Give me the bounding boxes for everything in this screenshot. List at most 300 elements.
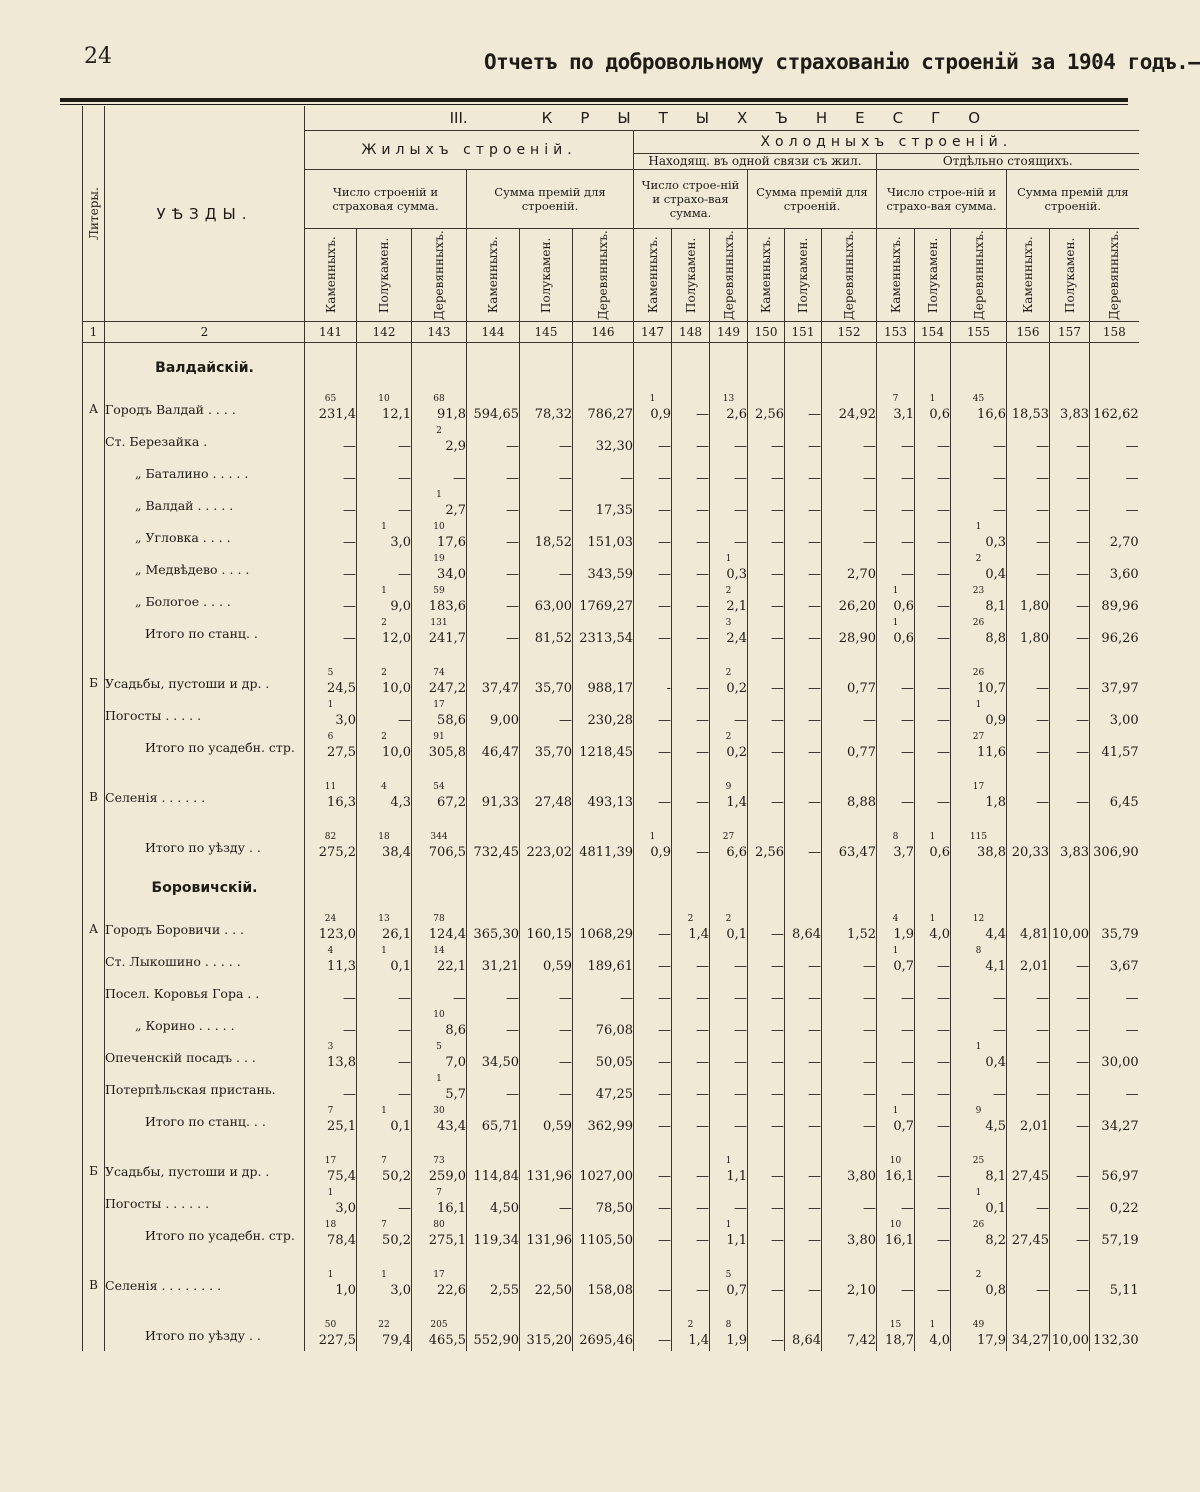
amount: — [771,1118,784,1134]
spacer-cell [915,1301,951,1319]
amount: — [343,438,356,454]
spacer-cell [672,1137,710,1155]
building-count: 18 [378,832,390,842]
spacer-cell [83,1301,105,1319]
value-cell [357,945,412,977]
building-count: 1 [381,946,387,956]
value-cell [357,617,412,649]
building-count: 24 [324,914,337,924]
material-header [412,229,467,322]
litera-cell: А [83,913,105,945]
amount: 706,5 [428,844,466,860]
spacer-cell [412,763,467,781]
spacer-cell [1007,649,1050,667]
spacer-cell [877,1251,915,1269]
value-cell [785,1219,822,1251]
table-row [83,425,1139,457]
spacer-cell [877,649,915,667]
value-cell [748,617,785,649]
amount: 5,7 [445,1086,466,1102]
spacer-cell [634,1137,672,1155]
value-cell [520,489,573,521]
value-cell [467,1269,520,1301]
amount: 6,6 [726,844,747,860]
value-cell [634,913,672,945]
material-header [877,229,915,322]
building-count: 344 [430,832,448,842]
amount: 0,4 [985,566,1006,582]
amount: 131,96 [526,1232,572,1248]
amount: 119,34 [473,1232,519,1248]
amount: — [901,680,914,696]
value-cell [710,553,748,585]
value-cell [357,667,412,699]
value-cell [1007,489,1050,521]
amount: — [696,438,709,454]
amount: — [734,990,747,1006]
value-cell [357,1155,412,1187]
value-cell [877,1073,915,1105]
material-header [785,229,822,322]
value-cell [412,913,467,945]
spacer-cell [520,649,573,667]
spacer-cell [305,813,357,831]
value-cell [412,1219,467,1251]
value-cell [573,489,634,521]
value-cell [1090,617,1139,649]
amount: — [696,712,709,728]
building-count: 5 [436,1042,442,1052]
value-cell [785,457,822,489]
value-cell [1050,667,1090,699]
spacer-cell [105,813,305,831]
amount: — [658,598,671,614]
amount: 9,0 [390,598,411,614]
amount: — [734,1086,747,1102]
empty-cell [785,343,822,394]
value-cell [672,521,710,553]
value-cell [520,1319,573,1351]
value-cell [305,1155,357,1187]
amount: — [453,470,466,486]
amount: — [1076,598,1089,614]
value-cell [1050,1319,1090,1351]
spacer-cell [357,763,412,781]
amount: 7,0 [445,1054,466,1070]
amount: — [398,1022,411,1038]
value-cell [877,1155,915,1187]
empty-cell [672,863,710,913]
value-cell [467,585,520,617]
amount: — [398,1086,411,1102]
amount: — [771,1086,784,1102]
amount: — [771,534,784,550]
section-letter: Е [855,109,865,127]
amount: 47,25 [595,1086,633,1102]
spacer-cell [1090,763,1139,781]
amount: — [658,958,671,974]
amount: 223,02 [526,844,572,860]
litera-cell [83,1073,105,1105]
value-cell [412,585,467,617]
section-letter: Ы [695,109,710,127]
value-cell [1050,393,1090,425]
value-cell [412,781,467,813]
amount: 0,1 [390,1118,411,1134]
value-cell [672,945,710,977]
amount: — [808,1118,821,1134]
value-cell [1050,913,1090,945]
amount: — [1076,630,1089,646]
column-number: 154 [915,322,951,343]
amount: 275,2 [318,844,356,860]
spacer-cell [748,649,785,667]
amount: 3,60 [1109,566,1139,582]
value-cell [877,1219,915,1251]
value-cell [748,913,785,945]
amount: — [696,502,709,518]
column-number: 141 [305,322,357,343]
spacer-cell [1007,813,1050,831]
value-cell [520,831,573,863]
value-cell [710,457,748,489]
amount: — [343,630,356,646]
row-label: Итого по станц. . . [105,1105,305,1137]
value-cell [412,945,467,977]
amount: 3,0 [390,534,411,550]
table-row [83,617,1139,649]
value-cell [785,553,822,585]
amount: — [1125,470,1139,486]
amount: 16,3 [327,794,356,810]
amount: 1,9 [893,926,914,942]
building-count: 4 [892,914,899,924]
value-cell [672,1269,710,1301]
amount: 10,00 [1051,1332,1089,1348]
spacer-cell [748,1137,785,1155]
amount: 786,27 [587,406,633,422]
amount: — [937,680,950,696]
value-cell [573,1269,634,1301]
value-cell [951,1155,1007,1187]
spacer-cell [877,813,915,831]
value-cell [710,1073,748,1105]
value-cell [915,1269,951,1301]
amount: — [696,1086,709,1102]
value-cell [915,457,951,489]
amount: — [863,470,876,486]
amount: 1,4 [726,794,747,810]
value-cell [785,831,822,863]
value-cell [785,1073,822,1105]
amount: 2,6 [726,406,747,422]
spacer-cell [520,813,573,831]
amount: 4,3 [390,794,411,810]
value-cell [357,1187,412,1219]
value-cell [877,1105,915,1137]
value-cell [573,913,634,945]
column-number: 148 [672,322,710,343]
amount: — [937,1022,950,1038]
cold-header: Холодныхъ строеній. [634,131,1139,154]
amount: — [658,1118,671,1134]
empty-cell [1090,343,1139,394]
value-cell [520,1009,573,1041]
amount: 3,0 [335,712,356,728]
amount: 31,21 [481,958,519,974]
value-cell [357,489,412,521]
value-cell [951,1073,1007,1105]
building-count: 1 [725,1156,732,1166]
amount: — [658,794,671,810]
amount: — [863,438,876,454]
amount: — [506,470,519,486]
amount: 10,7 [977,680,1006,696]
amount: 1218,45 [579,744,633,760]
spacer-cell [573,1251,634,1269]
amount: 11,3 [327,958,356,974]
value-cell [710,781,748,813]
building-count: 1 [436,490,442,500]
residential-header: Жилыхъ строеній. [305,131,634,170]
spacer-cell [785,649,822,667]
material-header [915,229,951,322]
value-cell [951,945,1007,977]
value-cell [634,1009,672,1041]
amount: — [863,534,876,550]
value-cell [412,1319,467,1351]
value-cell [634,831,672,863]
value-cell [1050,617,1090,649]
value-cell [634,585,672,617]
amount: — [1036,1200,1049,1216]
spacer-cell [785,763,822,781]
amount: 0,6 [893,598,914,614]
value-cell [877,1269,915,1301]
table-row [83,585,1139,617]
amount: — [937,712,950,728]
amount: 1068,29 [579,926,633,942]
value-cell [915,617,951,649]
building-count: 1 [327,1188,334,1198]
amount: — [696,680,709,696]
value-cell [710,977,748,1009]
value-cell [305,945,357,977]
amount: — [771,566,784,582]
litera-cell [83,617,105,649]
amount: 79,4 [382,1332,411,1348]
amount: 2,9 [445,438,466,454]
value-cell [915,781,951,813]
building-count: 7 [381,1156,387,1166]
amount: — [506,598,519,614]
amount: 4,50 [490,1200,519,1216]
value-cell [877,731,915,763]
spacer-cell [83,1251,105,1269]
spacer-cell [785,1137,822,1155]
amount: — [808,794,821,810]
value-cell [305,521,357,553]
amount: 27,45 [1011,1168,1049,1184]
amount: — [559,712,572,728]
value-cell [710,521,748,553]
amount: — [1076,566,1089,582]
value-cell [573,425,634,457]
building-count: 10 [889,1220,902,1230]
amount: 34,50 [481,1054,519,1070]
amount: 22,1 [437,958,466,974]
value-cell [748,699,785,731]
amount: 131,96 [526,1168,572,1184]
litera-cell [83,425,105,457]
empty-cell [1007,863,1050,913]
empty-cell [915,863,951,913]
page-title: Отчетъ по добровольному страхованію строеній за 1904 годъ.— [484,50,1200,74]
value-cell [672,1105,710,1137]
empty-cell [748,343,785,394]
value-cell [1090,457,1139,489]
spacer-cell [1090,649,1139,667]
amount: 594,65 [473,406,519,422]
building-count: 2 [975,554,982,564]
value-cell [951,1009,1007,1041]
cold-attached-header: Находящ. въ одной связи съ жил. [634,154,877,170]
value-cell [573,521,634,553]
amount: — [808,470,821,486]
amount: 3,67 [1109,958,1139,974]
amount: 35,70 [534,744,572,760]
material-header [822,229,877,322]
spacer-cell [1050,1251,1090,1269]
value-cell [748,945,785,977]
value-cell [467,1105,520,1137]
value-cell [1007,1073,1050,1105]
amount: — [658,502,671,518]
value-cell [467,699,520,731]
spacer-cell [1090,813,1139,831]
amount: 27,48 [534,794,572,810]
value-cell [1090,393,1139,425]
amount: 27,45 [1011,1232,1049,1248]
row-label: „ Угловка . . . . [105,521,305,553]
value-cell [1007,585,1050,617]
material-label: Деревянныхъ. [596,230,610,320]
column-number: 151 [785,322,822,343]
spacer-cell [710,763,748,781]
value-cell [1007,1041,1050,1073]
amount: 8,88 [847,794,876,810]
value-cell [573,393,634,425]
table-row [83,1009,1139,1041]
amount: — [937,990,950,1006]
material-label: Каменныхъ. [486,236,500,314]
value-cell [710,1269,748,1301]
amount: — [901,990,914,1006]
value-cell [305,489,357,521]
building-count: 1 [975,1188,982,1198]
amount: — [559,1086,572,1102]
amount: 2,1 [726,598,747,614]
value-cell [520,1155,573,1187]
table-row [83,1041,1139,1073]
value-cell [1007,1269,1050,1301]
value-cell [467,1009,520,1041]
amount: — [901,1086,914,1102]
value-cell [710,393,748,425]
amount: 4,81 [1020,926,1049,942]
amount: — [771,958,784,974]
section-letter: Г [931,109,941,127]
material-header [634,229,672,322]
amount: — [1125,502,1139,518]
value-cell [710,667,748,699]
value-cell [822,1155,877,1187]
spacer-cell [634,649,672,667]
amount: 0,9 [650,406,671,422]
spacer-cell [951,649,1007,667]
value-cell [573,699,634,731]
amount: 0,7 [893,1118,914,1134]
value-cell [748,1269,785,1301]
value-cell [634,425,672,457]
row-label: Итого по уѣзду . . [105,831,305,863]
value-cell [520,1187,573,1219]
building-count: 2 [436,426,442,436]
value-cell [785,1041,822,1073]
amount: — [808,1022,821,1038]
value-cell [520,1073,573,1105]
section-letter: С [892,109,904,127]
value-cell [634,667,672,699]
building-count: 27 [722,832,735,842]
litera-label: Литеры. [86,187,101,240]
amount: — [937,794,950,810]
row-label: Селенія . . . . . . . . [105,1269,305,1301]
value-cell [357,1105,412,1137]
value-cell [1090,1073,1139,1105]
spacer-cell [634,813,672,831]
value-cell [748,457,785,489]
spacer-cell [305,649,357,667]
spacer-cell [672,763,710,781]
building-count: 91 [433,732,445,742]
value-cell [634,699,672,731]
amount: 6,45 [1109,794,1139,810]
row-label: „ Медвѣдево . . . . [105,553,305,585]
value-cell [573,1105,634,1137]
value-cell [785,977,822,1009]
amount: 0,1 [985,1200,1006,1216]
amount: 24,92 [838,406,876,422]
amount: — [808,1282,821,1298]
amount: — [506,566,519,582]
value-cell [951,913,1007,945]
value-cell [520,393,573,425]
building-count: 1 [436,1074,442,1084]
litera-cell: А [83,393,105,425]
value-cell [634,1105,672,1137]
column-number: 143 [412,322,467,343]
amount: 3,7 [893,844,914,860]
value-cell [822,1073,877,1105]
amount: 3,00 [1109,712,1139,728]
amount: — [1036,502,1049,518]
amount: — [1036,744,1049,760]
value-cell [520,457,573,489]
value-cell [305,1219,357,1251]
value-cell [467,1073,520,1105]
building-count: 25 [972,1156,985,1166]
